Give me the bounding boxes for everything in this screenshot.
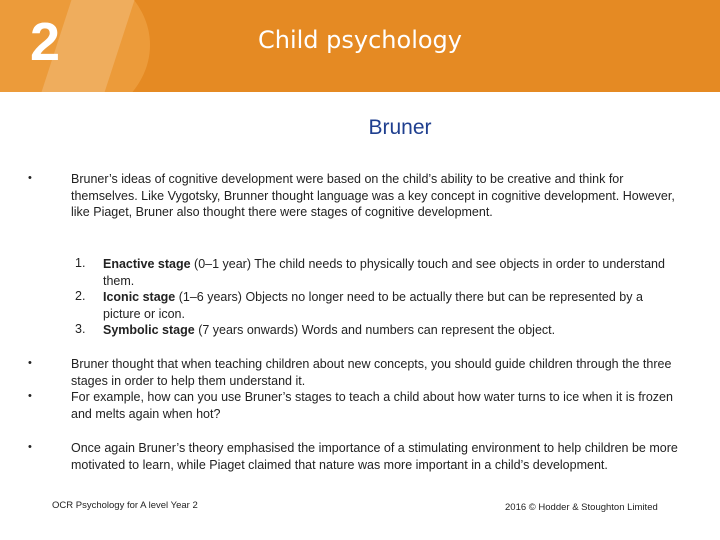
bullet-marker: • xyxy=(28,441,32,453)
header-title: Child psychology xyxy=(258,26,462,54)
stage-text: Words and numbers can represent the object. xyxy=(301,323,556,337)
bullet-marker: • xyxy=(28,357,32,369)
bullet-marker: • xyxy=(28,390,32,402)
footer-book-title: OCR Psychology for A level Year 2 xyxy=(52,500,198,511)
stage-name: Symbolic stage xyxy=(103,323,195,337)
stage-name: Enactive stage xyxy=(103,257,191,271)
footer-copyright: 2016 © Hodder & Stoughton Limited xyxy=(505,502,658,513)
slide-title xyxy=(0,116,720,140)
stage-number: 3. xyxy=(75,322,86,336)
teaching-paragraph: Bruner thought that when teaching children about new concepts, you should guide children through the three stages in order to help them understand it. xyxy=(71,357,672,388)
header-banner xyxy=(0,0,720,92)
stage-text: Objects no longer need to be actually there but can be represented by a picture or icon. xyxy=(103,290,643,321)
stage-number: 1. xyxy=(75,256,86,270)
intro-paragraph: Bruner’s ideas of cognitive development were based on the child’s ability to be creative and think for themselves. Like Vygotsky, Brunner thought language was a key concept in cognitive development. However, like Piaget, Bruner also thought there were stages of cognitive development. xyxy=(71,172,675,219)
stage-name: Iconic stage xyxy=(103,290,176,304)
chapter-number: 2 xyxy=(30,12,61,72)
bullet-marker: • xyxy=(28,172,32,184)
stage-range: (0–1 year) xyxy=(194,257,252,271)
stage-number: 2. xyxy=(75,289,86,303)
stage-range: (1–6 years) xyxy=(178,290,242,304)
stage-range: (7 years onwards) xyxy=(198,323,299,337)
conclusion-paragraph: Once again Bruner’s theory emphasised the importance of a stimulating environment to help children be more motivated to learn, while Piaget claimed that nature was more important in a child’s development. xyxy=(71,441,678,472)
stage-item-enactive xyxy=(103,256,683,289)
stage-item-iconic xyxy=(103,289,683,322)
stage-text: The child needs to physically touch and see objects in order to understand them. xyxy=(103,257,665,288)
stage-item-symbolic xyxy=(103,322,683,339)
slide-title-text: Bruner xyxy=(368,116,432,139)
question-paragraph: For example, how can you use Bruner’s stages to teach a child about how water turns to ice when it is frozen and melts again when hot? xyxy=(71,390,673,421)
